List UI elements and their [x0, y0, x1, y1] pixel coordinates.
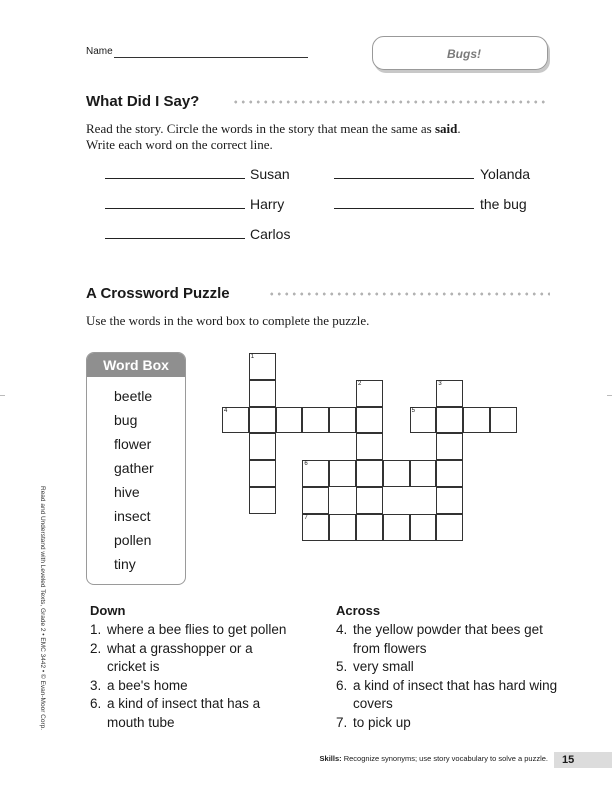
word-box-list: [87, 384, 185, 576]
clue-text: a kind of insect that has a mouth tube: [107, 696, 261, 730]
crossword-cell[interactable]: [329, 407, 356, 434]
instructions-period: .: [457, 121, 461, 136]
name-write-line[interactable]: [114, 57, 308, 58]
answer-label-yolanda: Yolanda: [480, 166, 531, 182]
crossword-clue-number: 2: [358, 380, 362, 387]
topic-tag: [372, 36, 548, 70]
word-box-item: insect: [114, 508, 151, 524]
crossword-clue-number: 6: [304, 461, 308, 468]
crossword-cell[interactable]: [249, 433, 276, 460]
answer-line-the-bug[interactable]: [334, 208, 474, 209]
clue-number: 2.: [90, 640, 102, 656]
clue-item: [90, 621, 315, 640]
crossword-cell[interactable]: [490, 407, 517, 434]
word-box-item: gather: [114, 460, 154, 476]
crossword-cell[interactable]: [436, 514, 463, 541]
clue-item: [90, 677, 315, 696]
across-clues-title: Across: [336, 603, 381, 618]
word-box-item: bug: [114, 412, 138, 428]
crossword-cell[interactable]: [383, 460, 410, 487]
crossword-clue-number: 7: [304, 514, 308, 521]
instructions-keyword: said: [434, 121, 458, 136]
crossword-cell[interactable]: [436, 407, 463, 434]
crossword-cell[interactable]: [383, 514, 410, 541]
clue-number: 1.: [90, 622, 102, 637]
clue-item: [90, 695, 315, 732]
crossword-clue-number: 1: [250, 354, 255, 360]
section1-instructions: [86, 121, 556, 153]
crossword-cell[interactable]: [249, 460, 276, 487]
crossword-cell[interactable]: [356, 487, 383, 514]
margin-tick: [0, 395, 5, 396]
crossword-clue-number: 5: [411, 407, 415, 414]
answer-label-carlos: Carlos: [250, 226, 291, 242]
clue-text: what a grasshopper or a cricket is: [107, 640, 253, 674]
word-box-item: pollen: [114, 532, 152, 548]
across-clue-list: [336, 621, 561, 732]
section-divider-dots: [232, 100, 548, 104]
word-box-item: hive: [114, 484, 140, 500]
clue-item: [336, 621, 561, 658]
skills-text: Recognize synonyms; use story vocabulary to solve a puzzle.: [341, 754, 548, 763]
crossword-grid: [222, 353, 516, 541]
crossword-cell[interactable]: [249, 407, 276, 434]
answer-label-susan: Susan: [250, 166, 290, 182]
crossword-cell[interactable]: [410, 460, 437, 487]
section-title-what-did-i-say: What Did I Say?: [86, 93, 200, 110]
answer-line-yolanda[interactable]: [334, 178, 474, 179]
answer-line-harry[interactable]: [105, 208, 245, 209]
clue-text: a bee's home: [107, 677, 188, 693]
crossword-cell[interactable]: [302, 487, 329, 514]
clue-text: to pick up: [353, 714, 411, 730]
section-title-crossword: A Crossword Puzzle: [86, 285, 230, 302]
clue-item: [336, 658, 561, 677]
answer-label-the-bug: the bug: [480, 196, 527, 212]
clue-number: 6.: [90, 696, 102, 711]
crossword-cell[interactable]: [249, 380, 276, 407]
clue-number: 6.: [336, 677, 348, 693]
clue-number: 4.: [336, 622, 348, 637]
clue-item: [336, 677, 561, 714]
crossword-cell[interactable]: [356, 433, 383, 460]
section-divider-dots: [268, 292, 550, 296]
instructions-line2: Write each word on the correct line.: [86, 137, 273, 152]
crossword-cell[interactable]: [436, 433, 463, 460]
word-box: [86, 352, 186, 585]
word-box-title: Word Box: [87, 353, 185, 377]
answer-label-harry: Harry: [250, 196, 285, 212]
section2-instructions: Use the words in the word box to complete the puzzle.: [86, 313, 370, 328]
crossword-cell[interactable]: [356, 407, 383, 434]
answer-line-susan[interactable]: [105, 178, 245, 179]
crossword-cell[interactable]: [436, 460, 463, 487]
clue-item: [90, 640, 315, 677]
crossword-cell[interactable]: [276, 407, 303, 434]
topic-tag-text: Bugs!: [447, 47, 481, 61]
crossword-cell[interactable]: [410, 514, 437, 541]
clue-number: 5.: [336, 659, 348, 674]
crossword-clue-number: 3: [438, 380, 442, 387]
skills-label: Skills:: [319, 754, 342, 763]
answer-line-carlos[interactable]: [105, 238, 245, 239]
clue-text: a kind of insect that has hard wing covers: [353, 677, 558, 711]
crossword-cell[interactable]: [302, 407, 329, 434]
word-box-item: tiny: [114, 556, 136, 572]
crossword-clue-number: 4: [224, 407, 228, 414]
crossword-cell[interactable]: [436, 487, 463, 514]
instructions-text: Read the story. Circle the words in the story that mean the same as: [86, 121, 435, 136]
crossword-cell[interactable]: [356, 514, 383, 541]
crossword-cell[interactable]: [329, 460, 356, 487]
clue-item: [336, 714, 561, 733]
sidebar-credit: Read and Understand with Leveled Texts, Grade 2 • EMC 3442 • © Evan-Moor Corp.: [39, 486, 46, 731]
crossword-cell[interactable]: [463, 407, 490, 434]
down-clues-title: Down: [90, 603, 126, 618]
margin-tick: [607, 395, 612, 396]
clue-text: the yellow powder that bees get from flowers: [353, 622, 543, 656]
name-label: Name: [86, 46, 113, 57]
footer-skills: [320, 754, 548, 763]
crossword-cell[interactable]: [329, 514, 356, 541]
word-box-item: beetle: [114, 388, 153, 404]
clue-text: very small: [353, 659, 414, 674]
clue-number: 7.: [336, 714, 348, 730]
clue-number: 3.: [90, 677, 102, 693]
crossword-cell[interactable]: [356, 460, 383, 487]
clue-text: where a bee flies to get pollen: [107, 622, 287, 637]
down-clue-list: [90, 621, 315, 732]
word-box-item: flower: [114, 436, 152, 452]
page-number: 15: [562, 754, 575, 766]
crossword-cell[interactable]: [249, 487, 276, 514]
